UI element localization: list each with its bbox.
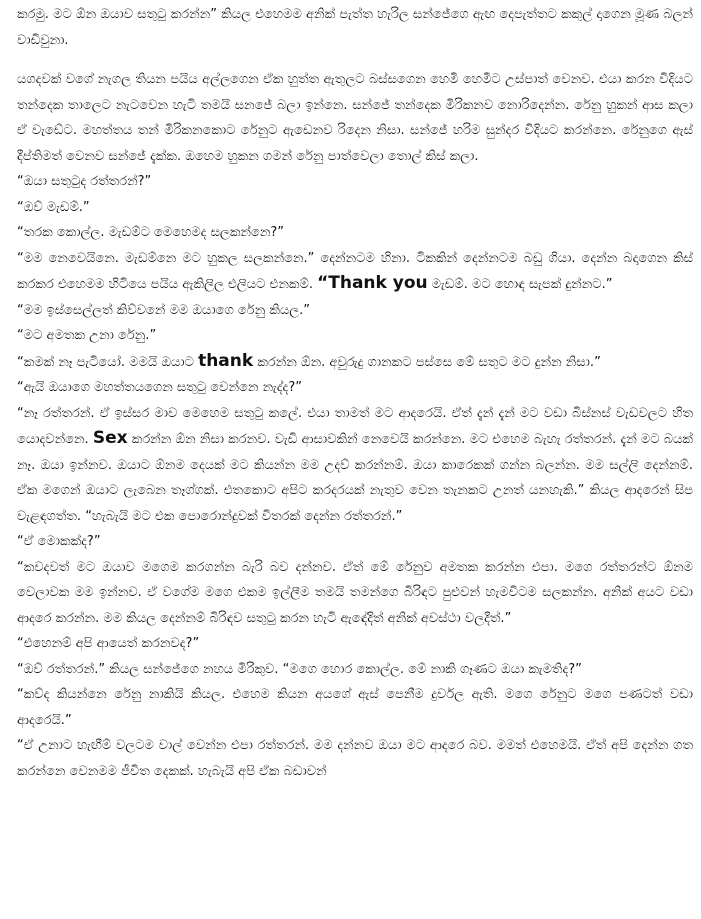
text-run: “මට අමතක උනා රේනු.” bbox=[17, 328, 157, 343]
paragraph bbox=[17, 555, 693, 632]
english-word: Sex bbox=[92, 428, 128, 448]
text-run: “නෑ රත්තරන්. ඒ ඉස්සර මාව මෙහෙම සතුටු කලේ. එයා තාමත් මට ආදරෙයි. ඒත් දැන් දැන් මට වඩා බිස්නස් වැඩවලට හිත යොදවන්නෙ. bbox=[17, 405, 693, 447]
paragraph bbox=[17, 631, 693, 657]
paragraph bbox=[17, 349, 693, 376]
text-run: “ඒ මොකක්ද?” bbox=[17, 534, 101, 549]
paragraph bbox=[17, 2, 693, 53]
paragraph bbox=[17, 682, 693, 733]
text-run: කරමු. මට ඕන ඔයාව සතුටු කරන්න” කියල එහෙමම අනික් පැත්ත හැරිල සන්ජේගෙ ඇඟ දෙපැත්තට කකුල් දාගෙන මූණ බලන් වාඩිවුනා. bbox=[17, 7, 693, 48]
paragraph bbox=[17, 220, 693, 246]
english-word: thank bbox=[198, 350, 254, 371]
english-word: “Thank you bbox=[317, 273, 428, 293]
paragraph bbox=[17, 246, 693, 298]
text-run: “ඔව් මැඩම්.” bbox=[17, 199, 90, 215]
text-run: “කවදවත් මට ඔයාව මගෙම කරගන්න බැරි බව දන්නව. ඒත් මේ රේනුව අමතක කරන්න එපා. මගෙ රත්තරන්ට ඕනම වෙලාවක මම ඉන්නව. ඒ වගේම මගෙ එකම ඉල්ලීම තමයි තමන්ගෙ බිරිඳට පුළුවන් හැමවිටම සලකන්න. අනික් අයට වඩා ආදරෙ කරන්න. මම කියල දෙන්නම් බිරිඳව සතුටු කරන හැටි ඇඳේදිත් අනික් අවස්ථා වලදීත්.” bbox=[17, 559, 693, 626]
text-run: යගදවක් වගේ නැගල තියන පයිය අල්ලගෙන ඒක හුත්ත ඇතුලට බස්සගෙන හෙමි හෙමීට උස්පාත් වෙනව. එයා කරන විදියට තන්දෙක තාලෙට නැටවෙන හැටි තමයි සනජේ බලා ඉන්නෙ. සන්ජේ තන්දෙක මිරිකනව නොරිදෙන්න. රේනු හුකන් ආස කලා ඒ වැඩේට. මහත්තය තන් මිරිකනකොට රේනුට ඇඩෙනව රිදෙන නිසා. සන්ජේ හරිම සුන්දර විදියට කරන්නෙ. රේනුගෙ ඇස් දීප්තිමත් වෙනව සන්ජේ දැක්ක. ඔහෙම හුකන ගමන් රේනු පාත්වෙලා තොල් කිස් කලා. bbox=[17, 72, 693, 164]
text-run: “ඔයා සතුටුද රත්තරන්?” bbox=[17, 174, 152, 189]
paragraph bbox=[17, 298, 693, 324]
paragraph bbox=[17, 169, 693, 195]
paragraph bbox=[17, 657, 693, 683]
text-run: “මම නෙවෙයිනෙ. මැඩම්නෙ මට හුකල සලකන්නෙ.” දෙන්නටම හිනා. ටිකකින් දෙන්නටම බඩු ගියා. දෙන්න බදාගෙන කිස් කරකර එහෙමම හිටියෙ පයිය ඇකිලිල එලියට එනකම්. bbox=[17, 250, 693, 292]
text-run: කරන්න ඕන. අවුරුදු ගානකට පස්සෙ මේ සතුට මට දුන්න නිසා.” bbox=[253, 354, 601, 370]
text-run: කරන්න ඕන නිසා කරනව. වැඩි ආසාවකින් නෙවෙයි කරන්නෙ. මට එහෙම බැහැ රත්තරන්. දැන් මට බයක් නෑ. ඔයා ඉන්නව. ඔයාට ඕනම දෙයක් මට කියන්න මම උදව් කරන්නම්. ඔයා කාරෙකක් ගන්න බලන්න. මම සල්ලි දෙන්නම්. ඒක මගෙන් ඔයාට ලැබෙන තෑග්ගක්. එතකොට අපිට කරදරයක් නැතුව වෙන තැනකට උනත් යනහැකි.” කියල ආදරෙන් සිප වැළඳගත්ත. “හැබැයි මට එක පොරොන්දුවක් විතරක් දෙන්න රත්තරන්.” bbox=[17, 432, 693, 524]
text-run: “එහෙනම් අපි ආයෙත් කරනවද?” bbox=[17, 636, 200, 651]
text-run: මැඩම්. මට හොඳ සැපක් දුන්නට.” bbox=[427, 277, 613, 292]
paragraph bbox=[17, 733, 693, 784]
paragraph bbox=[17, 195, 693, 221]
paragraph bbox=[17, 375, 693, 401]
text-run: “කමක් නෑ පැටියෝ. මමයි ඔයාට bbox=[17, 354, 199, 370]
paragraph bbox=[17, 401, 693, 530]
paragraph bbox=[17, 67, 693, 169]
text-run: “ඒ උනාට හැඟීම් වලටම වාල් වෙන්න එපා රත්තරන්. මම දන්නව ඔයා මට ආදරෙ බව. මමත් එහෙමයි. ඒත් අපි දෙන්න ගත කරන්නෙ වෙනමම ජීවිත දෙකක්. හැබැයි අපි ඒක බඩාවන් bbox=[17, 738, 693, 779]
paragraph bbox=[17, 323, 693, 349]
paragraph bbox=[17, 529, 693, 555]
text-run: “මම ඉස්සෙල්ලත් කිව්වනේ මම ඔයාගෙ රේනු කියල.” bbox=[17, 302, 311, 318]
text-run: “ඇයි ඔයාගෙ මහත්තයගෙන සතුටු වෙන්නෙ නැද්ද?” bbox=[17, 380, 302, 395]
text-run: “කව්ද කියන්නෙ රේනු නාකියි කියල. එහෙම කියන අයගේ ඇස් පෙනීම දුර්වල ඇති. මගෙ රේනුට මගෙ පණටත් වඩා ආදරෙයි.” bbox=[17, 687, 693, 728]
text-run: “තරක කොල්ල. මැඩම්ට මෙහෙමද සලකන්නෙ?” bbox=[17, 225, 285, 240]
text-run: “ඔව් රත්තරන්.” කියල සන්ජේගෙ නහය මිරිකුව. “මගෙ හොර කොල්ල. මේ නාකි ගෑණට ඔයා කැමතිද?” bbox=[17, 661, 582, 677]
